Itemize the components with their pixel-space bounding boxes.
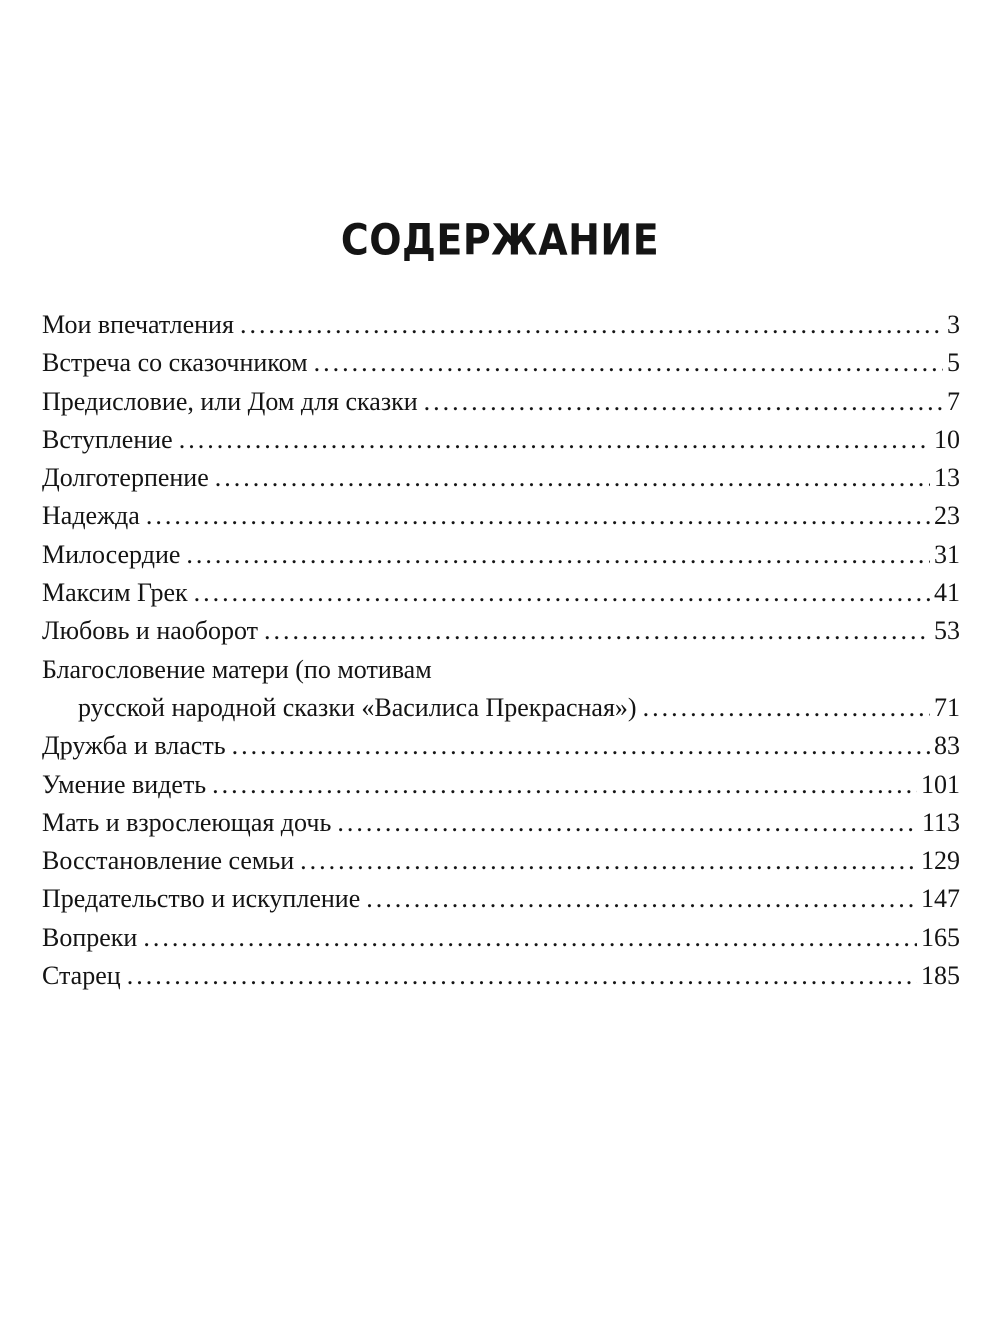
toc-entry-page: 101	[921, 769, 960, 799]
toc-entry-page: 83	[934, 731, 960, 761]
toc-entry-line-1	[42, 651, 960, 689]
toc-entry	[42, 421, 960, 459]
toc-entry-page: 31	[934, 539, 960, 569]
toc-entry-title: Встреча со сказочником	[42, 348, 308, 378]
toc-entry-page: 53	[934, 616, 960, 646]
dot-leader	[337, 804, 918, 842]
toc-entry	[42, 459, 960, 497]
toc-entry-title: Долготерпение	[42, 463, 209, 493]
toc-entry	[42, 727, 960, 765]
dot-leader	[215, 459, 930, 497]
toc-entry-title: Вопреки	[42, 922, 138, 952]
toc-entry-title: Максим Грек	[42, 578, 188, 608]
dot-leader	[194, 574, 930, 612]
toc-entry	[42, 804, 960, 842]
dot-leader	[300, 842, 917, 880]
dot-leader	[127, 957, 917, 995]
toc-entry-title: Восстановление семьи	[42, 846, 295, 876]
toc-entry-title: Благословение матери (по мотивам	[42, 654, 432, 684]
toc-entry-page: 13	[934, 463, 960, 493]
toc-entry	[42, 919, 960, 957]
toc-entry-title: Вступление	[42, 424, 173, 454]
toc-entry-page: 165	[921, 922, 960, 952]
dot-leader	[186, 536, 930, 574]
toc-entry-page: 23	[934, 501, 960, 531]
toc-entry	[42, 344, 960, 382]
dot-leader	[143, 919, 917, 957]
toc-entry-title: Дружба и власть	[42, 731, 226, 761]
table-of-contents	[42, 306, 960, 995]
dot-leader	[146, 497, 930, 535]
toc-entry-page: 7	[947, 386, 960, 416]
toc-entry-title: Умение видеть	[42, 769, 207, 799]
dot-leader	[264, 612, 930, 650]
dot-leader	[314, 344, 943, 382]
toc-entry-title: Старец	[42, 961, 121, 991]
dot-leader	[240, 306, 943, 344]
toc-entry-page: 129	[921, 846, 960, 876]
toc-entry-line-2	[42, 689, 960, 727]
toc-entry	[42, 383, 960, 421]
toc-entry-title: русской народной сказки «Василиса Прекрасная»)	[78, 692, 637, 722]
toc-entry-page: 5	[947, 348, 960, 378]
toc-entry	[42, 306, 960, 344]
toc-entry	[42, 957, 960, 995]
toc-entry-page: 113	[921, 807, 960, 837]
toc-entry-page: 147	[921, 884, 960, 914]
dot-leader	[232, 727, 930, 765]
toc-entry-page: 71	[934, 692, 960, 722]
dot-leader	[179, 421, 930, 459]
toc-entry	[42, 497, 960, 535]
toc-entry-page: 10	[934, 424, 960, 454]
dot-leader	[212, 766, 917, 804]
toc-entry-page: 3	[947, 310, 960, 339]
toc-entry-title: Предисловие, или Дом для сказки	[42, 386, 418, 416]
toc-entry-title: Мои впечатления	[42, 310, 234, 339]
toc-entry	[42, 612, 960, 650]
dot-leader	[643, 689, 930, 727]
page-title: СОДЕРЖАНИЕ	[340, 215, 660, 265]
toc-entry-title: Надежда	[42, 501, 140, 531]
toc-entry-title: Любовь и наоборот	[42, 616, 259, 646]
toc-entry	[42, 574, 960, 612]
dot-leader	[366, 880, 917, 918]
toc-entry	[42, 536, 960, 574]
toc-entry	[42, 766, 960, 804]
toc-entry	[42, 880, 960, 918]
toc-entry-page: 185	[921, 961, 960, 991]
dot-leader	[424, 383, 943, 421]
toc-entry-page: 41	[934, 578, 960, 608]
toc-entry	[42, 842, 960, 880]
toc-entry-title: Предательство и искупление	[42, 884, 361, 914]
toc-entry-title: Мать и взрослеющая дочь	[42, 807, 332, 837]
toc-entry-title: Милосердие	[42, 539, 181, 569]
